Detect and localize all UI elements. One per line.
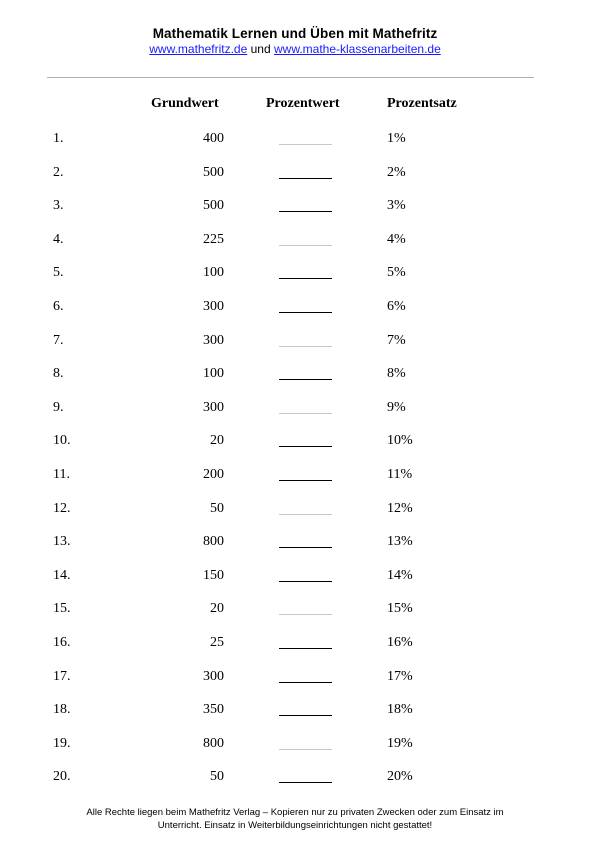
table-row [0,767,590,787]
grundwert-value: 50 [210,769,224,785]
mathe-klassenarbeiten-link[interactable]: www.mathe-klassenarbeiten.de [274,42,441,56]
table-row [0,230,590,250]
row-number: 19. [53,735,71,751]
table-row [0,297,590,317]
prozentwert-answer-blank[interactable] [279,312,332,313]
table-row [0,667,590,687]
table-row [0,129,590,149]
prozentwert-answer-blank[interactable] [279,547,332,548]
prozentsatz-value: 9% [387,399,406,415]
grundwert-value: 100 [203,265,224,281]
prozentwert-answer-blank[interactable] [279,648,332,649]
row-number: 18. [53,702,71,718]
row-number: 13. [53,534,71,550]
grundwert-value: 500 [203,164,224,180]
prozentsatz-value: 7% [387,332,406,348]
row-number: 12. [53,500,71,516]
row-number: 9. [53,399,64,415]
prozentsatz-value: 4% [387,231,406,247]
grundwert-value: 225 [203,231,224,247]
column-header-prozentwert: Prozentwert [266,96,340,111]
grundwert-value: 100 [203,366,224,382]
row-number: 5. [53,265,64,281]
prozentsatz-value: 15% [387,601,413,617]
grundwert-value: 800 [203,534,224,550]
prozentwert-answer-blank[interactable] [279,782,332,783]
row-number: 14. [53,567,71,583]
grundwert-value: 50 [210,500,224,516]
prozentsatz-value: 1% [387,131,406,146]
prozentwert-answer-blank[interactable] [279,379,332,380]
table-row [0,532,590,552]
grundwert-value: 300 [203,668,224,684]
grundwert-value: 150 [203,567,224,583]
row-number: 3. [53,198,64,214]
prozentsatz-value: 2% [387,164,406,180]
prozentsatz-value: 20% [387,769,413,785]
grundwert-value: 300 [203,332,224,348]
footer-line-1: Alle Rechte liegen beim Mathefritz Verlag – Kopieren nur zu privaten Zwecken oder zum Einsatz im [86,807,504,818]
prozentwert-answer-blank[interactable] [279,715,332,716]
table-row [0,599,590,619]
prozentsatz-value: 10% [387,433,413,449]
row-number: 8. [53,366,64,382]
grundwert-value: 20 [210,601,224,617]
prozentsatz-value: 13% [387,534,413,550]
prozentsatz-value: 18% [387,702,413,718]
grundwert-value: 500 [203,198,224,214]
prozentsatz-value: 3% [387,198,406,214]
prozentwert-answer-blank[interactable] [279,581,332,582]
row-number: 15. [53,601,71,617]
grundwert-value: 350 [203,702,224,718]
prozentwert-answer-blank[interactable] [279,245,332,246]
prozentwert-answer-blank[interactable] [279,614,332,615]
header-divider [47,77,534,78]
table-row [0,499,590,519]
grundwert-value: 200 [203,467,224,482]
table-row [0,263,590,283]
page-title: Mathematik Lernen und Üben mit Mathefritz [152,26,438,41]
prozentsatz-value: 19% [387,735,413,751]
row-number: 16. [53,635,71,650]
mathefritz-link[interactable]: www.mathefritz.de [149,42,248,56]
page-header [0,26,590,57]
prozentwert-answer-blank[interactable] [279,144,332,145]
link-connector: und [250,42,271,56]
row-number: 11. [53,467,70,482]
prozentsatz-value: 8% [387,366,406,382]
table-row [0,331,590,351]
grundwert-value: 800 [203,735,224,751]
table-row [0,700,590,720]
table-row [0,465,590,485]
prozentwert-answer-blank[interactable] [279,446,332,447]
prozentwert-answer-blank[interactable] [279,211,332,212]
header-links [0,42,590,57]
footer-line-2: Unterricht. Einsatz in Weiterbildungseinrichtungen nicht gestattet! [157,820,433,831]
column-header-grundwert: Grundwert [151,96,219,111]
row-number: 6. [53,299,64,314]
row-number: 2. [53,164,64,180]
table-row [0,633,590,653]
column-header-prozentsatz: Prozentsatz [387,96,457,111]
grundwert-value: 300 [203,399,224,415]
table-row [0,566,590,586]
grundwert-value: 300 [203,299,224,314]
row-number: 10. [53,433,71,449]
prozentsatz-value: 12% [387,500,413,516]
prozentsatz-value: 11% [387,467,413,482]
prozentsatz-value: 6% [387,299,406,314]
prozentwert-answer-blank[interactable] [279,682,332,683]
prozentwert-answer-blank[interactable] [279,514,332,515]
row-number: 7. [53,332,64,348]
table-row [0,163,590,183]
prozentwert-answer-blank[interactable] [279,278,332,279]
prozentsatz-value: 5% [387,265,406,281]
table-row [0,431,590,451]
prozentsatz-value: 16% [387,635,413,650]
prozentsatz-value: 14% [387,567,413,583]
table-row [0,196,590,216]
prozentwert-answer-blank[interactable] [279,749,332,750]
row-number: 20. [53,769,71,785]
table-row [0,398,590,418]
row-number: 4. [53,231,64,247]
prozentwert-answer-blank[interactable] [279,346,332,347]
prozentwert-answer-blank[interactable] [279,413,332,414]
grundwert-value: 400 [203,131,224,146]
prozentsatz-value: 17% [387,668,413,684]
prozentwert-answer-blank[interactable] [279,480,332,481]
row-number: 1. [53,131,64,146]
table-row [0,734,590,754]
copyright-footer [40,806,550,832]
grundwert-value: 25 [210,635,224,650]
table-row [0,364,590,384]
grundwert-value: 20 [210,433,224,449]
row-number: 17. [53,668,71,684]
prozentwert-answer-blank[interactable] [279,178,332,179]
